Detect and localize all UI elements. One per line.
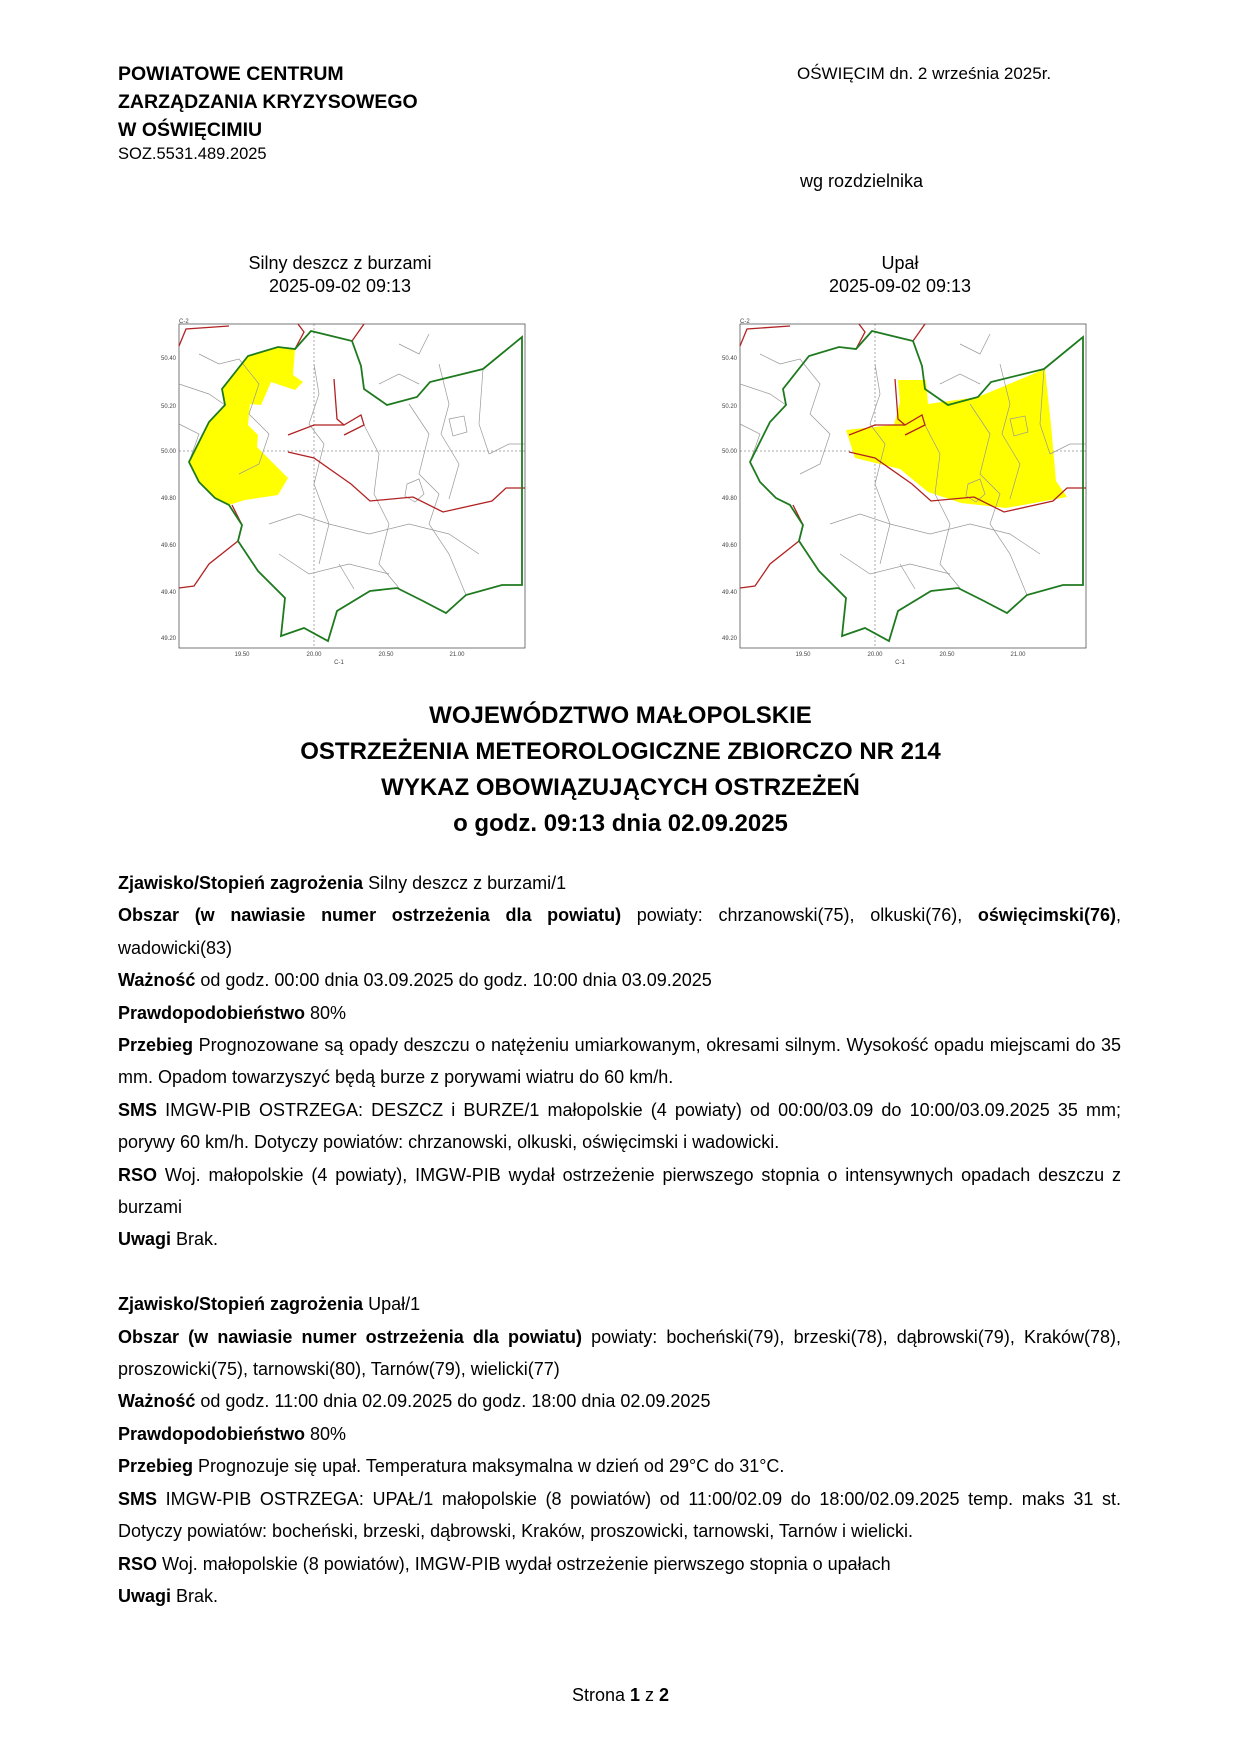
heading-line: o godz. 09:13 dnia 02.09.2025 bbox=[453, 810, 788, 837]
x-tick-label: 20.00 bbox=[867, 652, 883, 658]
phenomenon: Silny deszcz z burzami/1 bbox=[363, 873, 567, 893]
org-line: POWIATOWE CENTRUM bbox=[118, 63, 344, 85]
label: Obszar (w nawiasie numer ostrzeżenia dla powiatu) bbox=[118, 1326, 583, 1347]
label: Przebieg bbox=[118, 1035, 194, 1056]
validity: od godz. 00:00 dnia 03.09.2025 do godz. 10:00 dnia 03.09.2025 bbox=[195, 970, 712, 991]
warning-map-heat bbox=[718, 318, 1090, 666]
org-line: W OŚWIĘCIMIU bbox=[118, 119, 263, 141]
page-label: Strona bbox=[571, 1685, 630, 1705]
map-title-rain bbox=[140, 252, 540, 298]
x-tick-label: 19.50 bbox=[795, 652, 811, 658]
y-tick-label: 50.40 bbox=[721, 356, 737, 362]
x-tick-label: 20.00 bbox=[306, 652, 322, 658]
remarks: Brak. bbox=[171, 1585, 219, 1606]
area: , wadowicki(83) bbox=[118, 905, 1121, 958]
page-sep: z bbox=[640, 1685, 660, 1705]
area: powiaty: bocheński(79), brzeski(78), dąbrowski(79), Kraków(78), proszowicki(75), tarnowski(80), Tarnów(79), wielicki(77) bbox=[118, 1326, 1122, 1380]
warning-map-rain bbox=[157, 318, 529, 666]
heading-line: OSTRZEŻENIA METEOROLOGICZNE ZBIORCZO NR 214 bbox=[300, 738, 941, 765]
course: Prognozuje się upał. Temperatura maksymalna w dzień od 29°C do 31°C. bbox=[193, 1456, 785, 1477]
x-tick-label: 21.00 bbox=[449, 652, 465, 658]
label: Przebieg bbox=[118, 1456, 194, 1477]
page-number bbox=[0, 1685, 1241, 1706]
label: Prawdopodobieństwo bbox=[118, 1002, 305, 1023]
y-tick-label: 49.20 bbox=[721, 636, 737, 642]
label: Zjawisko/Stopień zagrożenia bbox=[118, 873, 364, 893]
sms: IMGW-PIB OSTRZEGA: UPAŁ/1 małopolskie (8 powiatów) od 11:00/02.09 do 18:00/02.09.2025 temp. maks 31 st. Dotyczy powiatów: bocheński, brzeski, dąbrowski, Kraków, proszowicki, tarnowski, Tarnów i wielicki. bbox=[118, 1488, 1121, 1542]
heading-line: WOJEWÓDZTWO MAŁOPOLSKIE bbox=[429, 702, 812, 729]
phenomenon: Upał/1 bbox=[363, 1294, 421, 1315]
y-tick-label: 49.80 bbox=[160, 496, 176, 502]
area: powiaty: chrzanowski(75), olkuski(76), bbox=[621, 905, 978, 926]
x-tick-label: 19.50 bbox=[234, 652, 250, 658]
label: Obszar (w nawiasie numer ostrzeżenia dla powiatu) bbox=[118, 905, 622, 926]
label: SMS bbox=[118, 1099, 158, 1120]
y-tick-label: 49.80 bbox=[721, 496, 737, 502]
probability: 80% bbox=[305, 1002, 347, 1023]
label: Ważność bbox=[118, 1391, 196, 1412]
x-tick-label: 20.50 bbox=[939, 652, 955, 658]
warning-rain bbox=[118, 867, 1121, 1256]
y-tick-label: 50.20 bbox=[721, 404, 737, 410]
map-timestamp: 2025-09-02 09:13 bbox=[268, 276, 412, 296]
y-tick-label: 49.40 bbox=[160, 590, 176, 596]
y-tick-label: 49.20 bbox=[160, 636, 176, 642]
y-tick-label: 49.60 bbox=[160, 543, 176, 549]
y-tick-label: 50.40 bbox=[160, 356, 176, 362]
y-tick-label: 50.00 bbox=[160, 449, 176, 455]
y-tick-label: 49.40 bbox=[721, 590, 737, 596]
x-axis-label: C-1 bbox=[895, 660, 905, 666]
label: Ważność bbox=[118, 970, 196, 991]
distribution: wg rozdzielnika bbox=[800, 171, 924, 191]
reference-number: SOZ.5531.489.2025 bbox=[118, 145, 267, 163]
label: Uwagi bbox=[118, 1229, 172, 1250]
current-page: 1 bbox=[630, 1685, 641, 1705]
y-tick-label: 49.60 bbox=[721, 543, 737, 549]
document-date: OŚWIĘCIM dn. 2 września 2025r. bbox=[797, 64, 1052, 83]
map-title: Silny deszcz z burzami bbox=[248, 253, 432, 273]
org-line: ZARZĄDZANIA KRYZYSOWEGO bbox=[118, 91, 418, 113]
y-tick-label: 50.20 bbox=[160, 404, 176, 410]
course: Prognozowane są opady deszczu o natężeniu umiarkowanym, okresami silnym. Wysokość opadu miejscami do 35 mm. Opadom towarzyszyć będą burze z porywami wiatru do 60 km/h. bbox=[118, 1035, 1121, 1088]
x-tick-label: 20.50 bbox=[378, 652, 394, 658]
x-tick-label: 21.00 bbox=[1010, 652, 1026, 658]
probability: 80% bbox=[305, 1423, 347, 1444]
warning-heat bbox=[118, 1288, 1121, 1612]
heading-line: WYKAZ OBOWIĄZUJĄCYCH OSTRZEŻEŃ bbox=[381, 774, 860, 801]
warnings-list bbox=[118, 867, 1121, 1612]
map-title: Upał bbox=[881, 253, 919, 273]
map-title-heat bbox=[700, 252, 1100, 298]
total-pages: 2 bbox=[659, 1685, 670, 1705]
x-axis-label: C-1 bbox=[334, 660, 344, 666]
label: RSO bbox=[118, 1553, 158, 1574]
sms: IMGW-PIB OSTRZEGA: DESZCZ i BURZE/1 małopolskie (4 powiaty) od 00:00/03.09 do 10:00/03.09.2025 35 mm; porywy 60 km/h. Dotyczy powiatów: chrzanowski, olkuski, oświęcimski i wadowicki. bbox=[118, 1099, 1121, 1153]
rso: Woj. małopolskie (8 powiatów), IMGW-PIB wydał ostrzeżenie pierwszego stopnia o upałach bbox=[157, 1553, 891, 1574]
area-bold: oświęcimski(76) bbox=[977, 905, 1116, 926]
remarks: Brak. bbox=[171, 1229, 219, 1250]
validity: od godz. 11:00 dnia 02.09.2025 do godz. 18:00 dnia 02.09.2025 bbox=[195, 1391, 711, 1412]
rso: Woj. małopolskie (4 powiaty), IMGW-PIB wydał ostrzeżenie pierwszego stopnia o intensywnych opadach deszczu z burzami bbox=[118, 1164, 1121, 1218]
corner-label: C-2 bbox=[179, 319, 189, 325]
label: RSO bbox=[118, 1164, 158, 1185]
label: Uwagi bbox=[118, 1585, 172, 1606]
label: SMS bbox=[118, 1488, 158, 1509]
organization-name bbox=[118, 60, 418, 144]
corner-label: C-2 bbox=[740, 319, 750, 325]
document-heading bbox=[0, 698, 1241, 842]
map-timestamp: 2025-09-02 09:13 bbox=[828, 276, 972, 296]
y-tick-label: 50.00 bbox=[721, 449, 737, 455]
label: Prawdopodobieństwo bbox=[118, 1423, 305, 1444]
label: Zjawisko/Stopień zagrożenia bbox=[118, 1294, 364, 1315]
